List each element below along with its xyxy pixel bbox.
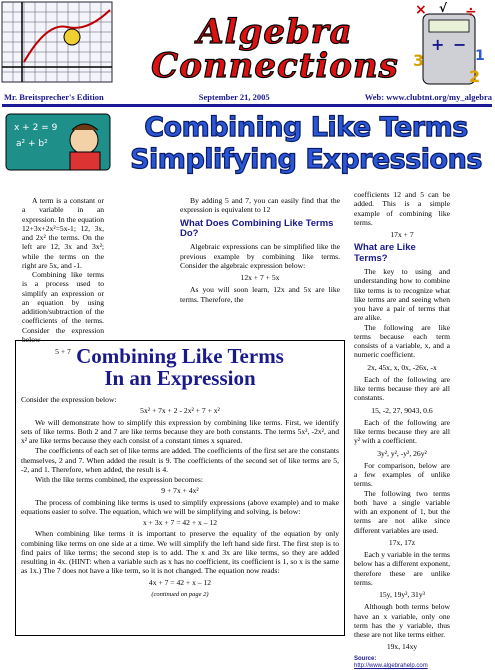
equation: 5x² + 7x + 2 - 2x² + 7 + x²: [140, 406, 220, 416]
paragraph: Combining like terms is a process used to simplify an expression or an equation by using addition/subtraction of the coefficients of the terms. Consider the expression below: [22, 270, 104, 344]
equation: 4x + 7 = 42 + x – 12: [148, 577, 212, 587]
paragraph: Although both terms below have an x variable, only one term has the y variable, thus these are not like terms either.: [354, 602, 450, 640]
equation: 15y, 19y², 31y³: [379, 590, 425, 600]
headline-line-1: Combining Like Terms: [144, 112, 468, 143]
article-heading-line-2: In an Expression: [104, 366, 256, 391]
website-label[interactable]: Web: www.clubtnt.org/my_algebra: [364, 92, 492, 102]
paragraph: When combining like terms it is important to preserve the equality of the equation by only combining like terms on one side at a time. We will simplify the left hand side first. The first step is to find pairs of like terms; the second step is to add. The x and 3x are like terms, so they are added resulting in 4x. (HINT: when a variable such as x has no coefficient, its coefficient is 1, so x is the same as 1x.) The 7 does not have a like term, so it is not changed. The equation now reads:: [21, 529, 339, 576]
svg-text:1: 1: [475, 48, 485, 64]
paragraph: A term is a constant or a variable in an expression. In the equation 12+3x+2x²=5x-1; 12, 3x, and 2x² the terms. On the left are 12, 3x and 3x²; while the terms on the right are 5x, and -1.: [22, 196, 104, 270]
paragraph: Each of the following are like terms because they are all y² with a coefficient.: [354, 417, 450, 446]
equation: 15, -2, 27, 9043, 0.6: [371, 405, 433, 415]
source-link[interactable]: http://www.algebrahelp.com: [354, 662, 428, 669]
paragraph: The following are like terms because each term consists of a variable, x, and a numeric coefficient.: [354, 322, 450, 360]
paragraph: With the like terms combined, the expression becomes:: [35, 475, 203, 485]
masthead-title-algebra: Algebra: [197, 12, 353, 52]
paragraph: Each of the following are like terms because they are all constants.: [354, 374, 450, 403]
headline-line-2: Simplifying Expressions: [130, 144, 482, 175]
paragraph: Each y variable in the terms below has a different exponent, therefore these are unlike terms.: [354, 550, 450, 587]
source-label: Source:: [354, 655, 377, 662]
svg-text:−: −: [453, 35, 467, 54]
paragraph: For comparison, below are a few examples of unlike terms.: [354, 460, 450, 489]
equation: 2x, 45x, x, 0x, -26x, -x: [367, 362, 437, 372]
equation: x + 3x + 7 = 42 + x – 12: [142, 518, 218, 528]
math-symbols-art: [409, 2, 489, 87]
paragraph: The following two terms both have a single variable with an exponent of 1, but the terms are not alike since different variables are used.: [354, 488, 450, 535]
svg-text:√: √: [439, 1, 448, 15]
edition-label: Mr. Breitsprecher's Edition: [4, 92, 104, 102]
paragraph: We will demonstrate how to simplify this expression by combining like terms. First, we identify sets of like terms. Both 2 and 7 are like terms because they are both constants. The terms 5x², -2x², and x² are like terms because they each consist of a constant times x squared.: [21, 417, 339, 446]
masthead-title-connections: Connections: [151, 46, 399, 86]
paragraph: The process of combining like terms is used to simplify expressions (above example) and to make equations easier to solve. The equation, which we will be simplifying and solving, is below:: [21, 497, 339, 516]
section-heading: What are Like Terms?: [354, 242, 416, 264]
equation: 19x, 14xy: [386, 642, 418, 652]
paragraph: Algebraic expressions can be simplified like the previous example by combining like terms. Consider the algebraic expression below:: [180, 242, 340, 270]
svg-text:3: 3: [413, 51, 425, 70]
equation: 9 + 7x + 4x²: [161, 486, 199, 496]
masthead: [0, 0, 495, 102]
equation: 12x + 7 + 5x: [240, 273, 280, 283]
svg-text:2: 2: [469, 67, 481, 86]
continued-note: (continued on page 2): [151, 590, 209, 598]
paragraph: As you will soon learn, 12x and 5x are like terms. Therefore, the: [180, 285, 340, 304]
masthead-divider: [2, 104, 492, 107]
svg-text:+: +: [431, 35, 445, 54]
paragraph: The key to using and understanding how to combine like terms is to recognize what like terms are and seeing when you have a pair of terms that are alike.: [354, 267, 450, 323]
paragraph: The coefficients of each set of like terms are added. The coefficients of the first set are the constants themselves, 2 and 7. When added the result is 9. The coefficients of the second set of like terms are 5, -2, and 1. Therefore, when added, the result is 4.: [21, 446, 339, 474]
chalkboard-art: [6, 110, 110, 172]
svg-text:a² + b²: a² + b²: [16, 139, 48, 149]
paragraph: Consider the expression below:: [21, 395, 117, 405]
equation: 3y², y², -y², 26y²: [377, 448, 427, 458]
issue-date: September 21, 2005: [198, 92, 270, 102]
paragraph: By adding 5 and 7, you can easily find that the expression is equivalent to 12: [180, 196, 340, 215]
column-like-terms: [354, 190, 450, 670]
column-intro: [22, 196, 104, 356]
section-heading: What Does Combining Like Terms Do?: [180, 217, 334, 239]
article-heading: [21, 345, 339, 389]
svg-text:÷: ÷: [465, 4, 477, 20]
equation: 17x, 17z: [388, 537, 416, 547]
column-what-does: [180, 196, 340, 304]
svg-text:x + 2 = 9: x + 2 = 9: [14, 123, 58, 133]
paragraph: coefficients 12 and 5 can be added. This is a simple example of combining like terms.: [354, 190, 450, 227]
svg-text:×: ×: [415, 2, 427, 18]
source-citation: [354, 656, 450, 670]
equation: 17x + 7: [390, 230, 414, 239]
graph-paper-art: [2, 2, 112, 82]
equation: 5 + 7: [55, 347, 71, 356]
article-heading-line-1: Combining Like Terms: [76, 344, 284, 368]
article-box: [15, 340, 345, 636]
